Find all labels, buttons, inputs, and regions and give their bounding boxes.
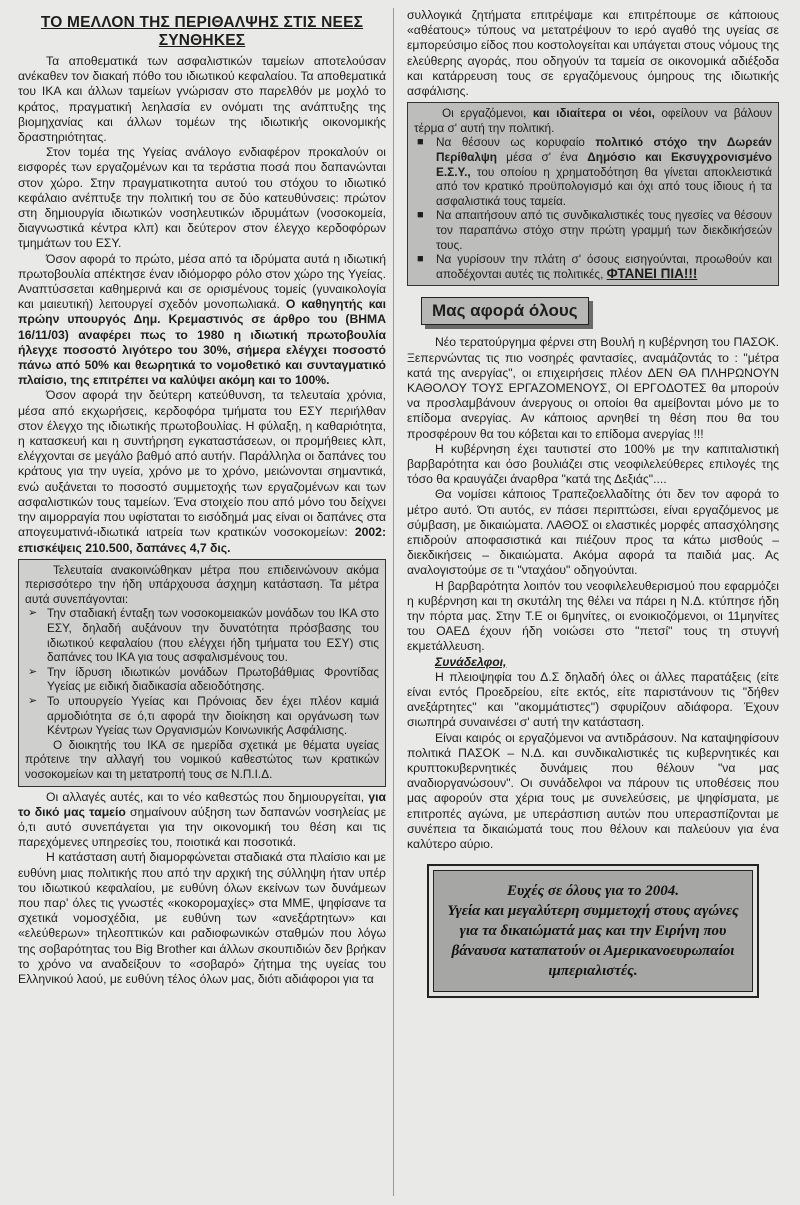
arrow-bullet-icon: ➢: [28, 695, 38, 708]
paragraph: Νέο τερατούργημα φέρνει στη Βουλή η κυβέρνηση του ΠΑΣΟΚ. Ξεπερνώντας τις πιο νοσηρές φαντασίες, αναμάζοντάς το : "μέτρα κατά της ανεργίας", οι επιχειρήσεις πλέον ΔΕΝ ΘΑ ΠΛΗΡΩΝΟΥΝ ΚΑΘΟΛΟΥ ΤΟΥΣ ΕΡΓΑΖΟΜΕΝΟΥΣ, ΟΙ ΕΡΓΟΔΟΤΕΣ θα μπορούν να προσλαμβάνουν άνεργους οι οποίοι θα αμείβονται μόνο με το επίδομα ανεργίας. Αν κάποιος αρνηθεί τη θέση που θα του προσφέρουν θα του κόβεται και το επίδομα ανεργίας !!!: [407, 335, 779, 441]
paragraph: [18, 252, 386, 389]
square-bullet-icon: ■: [417, 209, 424, 222]
bold-run: Δημόσιο και Εκσυγχρονισμένο Ε.Σ.Υ.,: [436, 150, 773, 179]
arrow-bullet-icon: ➢: [28, 665, 38, 678]
right-column: [407, 8, 779, 998]
greetings-box: [433, 870, 753, 992]
list-item: [414, 252, 772, 281]
measures-box: [18, 559, 386, 787]
greetings-line: Ευχές σε όλους για το 2004.: [507, 883, 679, 900]
text-run: σημαίνουν αύξηση των δαπανών νοσηλείας με ό,τι αυτό συνεπάγεται για την οικονομική του θέση και τις παρεχόμενες υπηρεσίες του, ποιοτικά και ποσοτικά.: [18, 804, 387, 850]
square-bullet-icon: ■: [417, 136, 424, 149]
text-run: Όσον αφορά την δεύτερη κατεύθυνση, τα τελευταία χρόνια, μέσα από εκχωρήσεις, κερδοφόρα τμήματα του ΕΣΥ περιήλθαν στον έλεγχο της ιδιωτικής πρωτοβουλίας. Η φύλαξη, η καθαριότητα, η κατασκευή και η συντήρηση εγκαταστάσεων, οι προμήθειες κλπ, ελέγχονται σε μεγάλο βαθμό από αυτήν. Παράλληλα οι δαπάνες του κράτους για την υγεία, χρόνο με το χρόνο, μειώνονται σημαντικά, ενώ αυξάνεται το ποσοστό συμμετοχής των εργαζομένων και των ασφαλιστικών τους ταμείων. Ένα στοιχείο που από μόνο του δείχνει την αιμορραγία που υφίσταται το εισόδημά μας είναι οι δαπάνες στα απογευματινά-ιδιωτικά ιατρεία των κρατικών νοσοκομείων:: [18, 388, 386, 540]
text-run: οφείλουν να βάλουν τέρμα σ' αυτή την πολιτική.: [414, 106, 773, 135]
list-item-text: Το υπουργείο Υγείας και Πρόνοιας δεν έχει πλέον καμιά αρμοδιότητα σε ό,τι αφορά την διοίκηση και οργάνωση των Κέντρων Υγείας των Οργανισμών Κοινωνικής Ασφάλισης.: [47, 694, 379, 738]
list-item-text: Να γυρίσουν την πλάτη σ' όσους εισηγούνται, προωθούν και αποδέχονται αυτές τις πολιτικές,: [436, 252, 772, 281]
list-item-text: Να απαιτήσουν από τις συνδικαλιστικές τους ηγεσίες να θέσουν τον παραπάνω στόχο στην πρώτη γραμμή των διεκδικήσεών τους.: [436, 208, 772, 252]
greetings-line: Υγεία και μεγαλύτερη συμμετοχή στους αγώνες για τα δικαιώματά μας και την Ειρήνη που βάναυσα καταπατούν οι Αμερικανοευρωπαίοι ιμπεριαλιστές.: [447, 903, 739, 980]
paragraph: Η κυβέρνηση έχει ταυτιστεί στο 100% με την καπιταλιστική βαρβαρότητα και όσο βουλιάζει στις νεοφιλελεύθερες επιλογές της τόσο θα κραυγάζει άναρθρα "κατά της Δεξιάς"....: [407, 441, 779, 487]
list-item: [414, 135, 772, 208]
text-run: Όσον αφορά το πρώτο, μέσα από τα ιδρύματα αυτά η ιδιωτική πρωτοβουλία απέκτησε έναν ιδιόμορφο ρόλο στον χώρο της Υγείας. Αναπτύσσεται καθημερινά και σε ορισμένους τομείς (γυναικολογία και μαιευτική) λειτουργεί σχεδόν μονοπωλιακά.: [18, 251, 386, 312]
bold-quote: Ο καθηγητής και πρώην υπουργός Δημ. Κρεμαστινός σε άρθρο του (ΒΗΜΑ 16/11/03) αναφέρει πως το 1980 η ιδιωτική πρωτοβουλία ήλεγχε ποσοστό λιγότερο του 30%, σήμερα ελέγχει ποσοστό πάνω από 50% και θεωρητικά το νομοθετικό και συνταγματικό πλαίσιο, της επιτρέπει να καλύψει ακόμη και το 100%.: [18, 297, 386, 388]
paragraph: [407, 655, 779, 670]
left-column: [18, 8, 386, 987]
text-run: Οι αλλαγές αυτές, και το νέο καθεστώς που δημιουργείται,: [46, 789, 365, 804]
text-run: Να θέσουν ως κορυφαίο: [436, 135, 585, 150]
bold-run: πολιτικό στόχο την Δωρεάν Περίθαλψη: [436, 135, 772, 164]
text-run: μέσα σ' ένα: [506, 150, 579, 164]
paragraph: Τα αποθεματικά των ασφαλιστικών ταμείων αποτελούσαν ανέκαθεν τον διακαή πόθο του ιδιωτικού κεφαλαίου. Τα αποθεματικά του ΙΚΑ και άλλων ταμείων γνώρισαν στο παρελθόν με μοχλό το κράτος, πραγματική λεηλασία εν ονόματι της ανάπτυξης της βιομηχανίας και άλλων τομέων της ιδιωτικής οικονομικής δραστηριότητας.: [18, 54, 386, 145]
paragraph: Στον τομέα της Υγείας ανάλογο ενδιαφέρον προκαλούν οι εισφορές των εργαζομένων και τα τεράστια ποσά που δαπανώνται στον χώρο. Στην πραγματικοτητα αυτού του στόχου το ιδιωτικό κεφάλαιο ανέπτυξε την πολιτική του σε δύο κατευθύνσεις: πρώτον στη δημιουργία ιδιωτικών νοσηλευτικών ιδρυμάτων (νοσοκομεία, διαγνωστικά κέντρα κλπ) και δεύτερον στον έλεγχο κερδοφόρων τμημάτων του ΕΣΥ.: [18, 145, 386, 251]
section-subtitle: Μας αφορά όλους: [421, 297, 589, 325]
bold-run: για το δικό μας ταμείο: [18, 789, 387, 819]
list-item: [25, 606, 379, 664]
paragraph: Η κατάσταση αυτή διαμορφώνεται σταδιακά στα πλαίσιο και με ευθύνη μιας πολιτικής που από την αρχική της σύλληψη ήταν υπέρ του ιδιωτικού κεφαλαίου, με ευθύνη όλων εκείνων των δυνάμεων που παρ' όλες τις γνωστές «κοκορομαχίες» στα ΜΜΕ, ψηφίσανε τα σχετικά νομοσχέδια, με ευθύνη των «ανεξάρτητων» και «ελεύθερων» τηλεοπτικών και ραδιοφωνικών σταθμών που λόγω της σοβαρότητας του Big Brother και άλλων σκουπιδιών δεν βρήκαν το χρόνο να αναδείξουν το «σοβαρό» ζήτημα της υγείας του Ελληνικού λαού, με ευθύνη τέλος όλων μας, διότι αδιάφοροι για τα: [18, 850, 386, 987]
list-item-text: Την ίδρυση ιδιωτικών μονάδων Πρωτοβάθμιας Φροντίδας Υγείας με ειδική διαδικασία αδειοδότησης.: [47, 664, 379, 694]
list-item: [414, 208, 772, 252]
box-outro: Ο διοικητής του ΙΚΑ σε ημερίδα σχετικά με θέματα υγείας πρότεινε την αλλαγή του νομικού καθεστώτος των κρατικών νοσοκομείων και τη μετατροπή τους σε Ν.Π.Ι.Δ.: [25, 737, 379, 782]
paragraph: Είναι καιρός οι εργαζόμενοι να αντιδράσουν. Να καταψηφίσουν πολιτικά ΠΑΣΟΚ – Ν.Δ. και συνδικαλιστικές τις κυβερνητικές και κρυπτοκυβερνητικές δυνάμεις που θέλουν "να μας αναδιοργανώσουν". Οι συνάδελφοι να πάρουν τις υποθέσεις που μας αφορούν στα χέρια τους με συνελεύσεις, με ψηφίσματα, με επιτροπές αγώνα, με υπεράσπιση αυτών που υπερασπίζονται με συνέπεια τα δικαιώματά τους που θέλουν και παλεύουν για ένα καλύτερο αύριο.: [407, 730, 779, 852]
list-item: [25, 665, 379, 694]
paragraph: συλλογικά ζητήματα επιτρέψαμε και επιτρέπουμε σε κάποιους «αθέατους» τύπους να μετατρέψουν το ιερό αγαθό της υγείας σε εμπορεύσιμο είδος που κοστολογείται και υπάγεται στους νόμους της ελεύθερης αγοράς, που οδηγούν τα ταμεία σε οικονομικά αδιέξοδα και κατάρρευση τους σε εργαζόμενους όμηρους της ιδιωτικής ασφάλισης.: [407, 8, 779, 99]
text-run: του οποίου η χρηματοδότηση θα γίνεται αποκλειστικά από τον κρατικό προϋπολογισμό και όχι από τους ίδιους ή τα ασφαλιστικά τους ταμεία.: [436, 164, 772, 208]
bold-stat: 2002: επισκέψεις 210.500, δαπάνες 4,7 δις.: [18, 525, 387, 555]
emphasis-slogan: ΦΤΑΝΕΙ ΠΙΑ!!!: [606, 265, 698, 281]
article-title: ΤΟ ΜΕΛΛΟΝ ΤΗΣ ΠΕΡΙΘΑΛΨΗΣ ΣΤΙΣ ΝΕΕΣ ΣΥΝΘΗΚΕΣ: [40, 14, 364, 49]
box-intro: Τελευταία ανακοινώθηκαν μέτρα που επιδεινώνουν ακόμα περισσότερο την ήδη υπάρχουσα άσχημη κατάσταση. Τα μέτρα αυτά συνεπάγονται:: [25, 562, 379, 606]
square-bullet-icon: ■: [417, 253, 424, 266]
demands-box: [407, 102, 779, 286]
bold-run: και ιδιαίτερα οι νέοι,: [532, 106, 655, 121]
box-intro: [414, 106, 772, 135]
paragraph: [18, 388, 386, 555]
column-divider: [393, 8, 394, 1196]
paragraph: Η βαρβαρότητα λοιπόν του νεοφιλελευθερισμού που εφαρμόζει η κυβέρνηση και τη σκυτάλη της θέλει να πάρει η Ν.Δ. κτύπησε ήδη την πόρτα μας. Στην Τ.Ε οι 6μηνίτες, οι ενοικιοζόμενοι, οι 11μηνίτες του ΟΑΕΔ έχουν ήδη νοιώσει στο "πετσί" τους τη στυγνή εκμετάλλευση.: [407, 578, 779, 654]
paragraph: Η πλειοψηφία του Δ.Σ δηλαδή όλες οι άλλες παρατάξεις (είτε είναι εντός Προεδρείου, είτε εκτός, είτε παριστάνουν τις "δήθεν ανεξάρτητες" και "ακομμάτιστες") σφυρίζουν αδιάφορα. Έχουν σιωπηρά συναινέσει σ' αυτή την κατάσταση.: [407, 669, 779, 730]
greetings-frame: [427, 864, 759, 998]
paragraph: Θα νομίσει κάποιος Τραπεζοελλαδίτης ότι δεν τον αφορά το μέτρο αυτό. Ότι αυτός, εν πάσει περιπτώσει, είναι εργαζόμενος με σύμβαση, με δικαιώματα. ΛΑΘΟΣ οι ελαστικές μορφές απασχόλησης επιδρούν αποφασιστικά και πιέζουν προς τα κάτω μισθούς – διεκδικήσεις – δικαιώματα. Ακόμα αφορά τα παιδιά μας. Ας αναλογιστούμε σε τι "νταχάου" οδηγούνται.: [407, 487, 779, 578]
arrow-bullet-icon: ➢: [28, 607, 38, 620]
paragraph: [18, 790, 386, 851]
measures-list: [25, 606, 379, 737]
list-item: [25, 694, 379, 738]
list-item-text: Την σταδιακή ένταξη των νοσοκομειακών μονάδων του ΙΚΑ στο ΕΣΥ, δηλαδή αυξάνουν την δυνατότητα πρόσβασης του ιδιωτικού κεφαλαίου (που ελέγχει ήδη τμήματα του ΕΣΥ) στις δαπάνες του ΙΚΑ για τους ασφαλισμένους του.: [47, 606, 379, 665]
text-run: Οι εργαζόμενοι,: [442, 106, 527, 121]
salutation: Συνάδελφοι,: [435, 654, 507, 669]
demands-list: [414, 135, 772, 281]
